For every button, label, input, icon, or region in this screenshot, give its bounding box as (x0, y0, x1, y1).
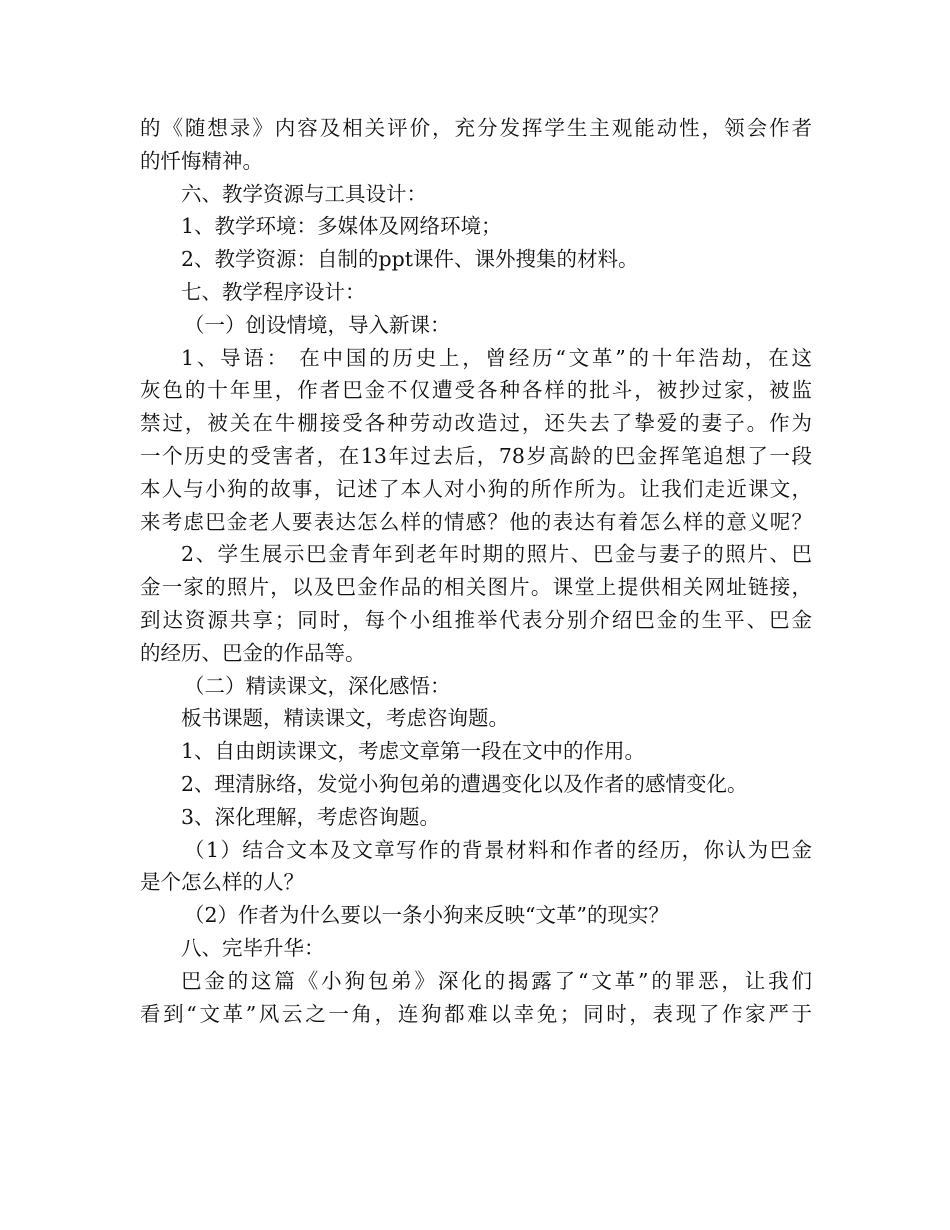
document-body (140, 112, 812, 1030)
text-line: （1）结合文本及文章写作的背景材料和作者的经历，你认为巴金 (184, 837, 812, 862)
text-line: 3、深化理解，考虑咨询题。 (181, 804, 441, 829)
text-line: 2、学生展示巴金青年到老年时期的照片、巴金与妻子的照片、巴 (181, 542, 812, 567)
text-line: 金一家的照片，以及巴金作品的相关图片。课堂上提供相关网址链接， (140, 575, 812, 600)
section-heading: 七、教学程序设计： (181, 279, 366, 304)
section-heading: 八、完毕升华： (181, 935, 325, 960)
text-line: 的忏悔精神。 (140, 148, 263, 173)
text-line: 的经历、巴金的作品等。 (140, 640, 366, 665)
text-line: 灰色的十年里，作者巴金不仅遭受各种各样的批斗，被抄过家，被监 (140, 378, 812, 403)
text-line: 一个历史的受害者，在13年过去后，78岁高龄的巴金挥笔追想了一段 (140, 443, 812, 468)
text-line: 2、理清脉络，发觉小狗包弟的遭遇变化以及作者的感情变化。 (181, 771, 748, 796)
text-line: 禁过，被关在牛棚接受各种劳动改造过，还失去了挚爱的妻子。作为 (140, 411, 812, 436)
text-line: 板书课题，精读课文，考虑咨询题。 (181, 706, 509, 731)
text-line: 看到“文革”风云之一角，连狗都难以幸免；同时，表现了作家严于 (140, 1001, 812, 1026)
text-line: 1、教学环境：多媒体及网络环境； (181, 214, 502, 239)
text-line: 1、导语： 在中国的历史上，曾经历“文革”的十年浩劫，在这 (181, 345, 812, 370)
text-line: 1、自由朗读课文，考虑文章第一段在文中的作用。 (181, 739, 646, 764)
subsection-heading: （二）精读课文，深化感悟： (184, 673, 451, 698)
text-line: 2、教学资源：自制的ppt课件、课外搜集的材料。 (181, 247, 639, 272)
text-line: 的《随想录》内容及相关评价，充分发挥学生主观能动性，领会作者 (140, 116, 812, 140)
text-line: 到达资源共享；同时，每个小组推举代表分别介绍巴金的生平、巴金 (140, 607, 812, 632)
text-line: 是个怎么样的人？ (140, 870, 304, 895)
subsection-heading: （一）创设情境，导入新课： (184, 312, 451, 337)
text-line: 本人与小狗的故事，记述了本人对小狗的所作所为。让我们走近课文， (140, 476, 812, 501)
text-line: （2）作者为什么要以一条小狗来反映“文革”的现实？ (184, 903, 670, 928)
text-line: 来考虑巴金老人要表达怎么样的情感？他的表达有着怎么样的意义呢？ (140, 509, 812, 534)
text-line: 巴金的这篇《小狗包弟》深化的揭露了“文革”的罪恶，让我们 (181, 968, 812, 993)
section-heading: 六、教学资源与工具设计： (181, 181, 427, 206)
